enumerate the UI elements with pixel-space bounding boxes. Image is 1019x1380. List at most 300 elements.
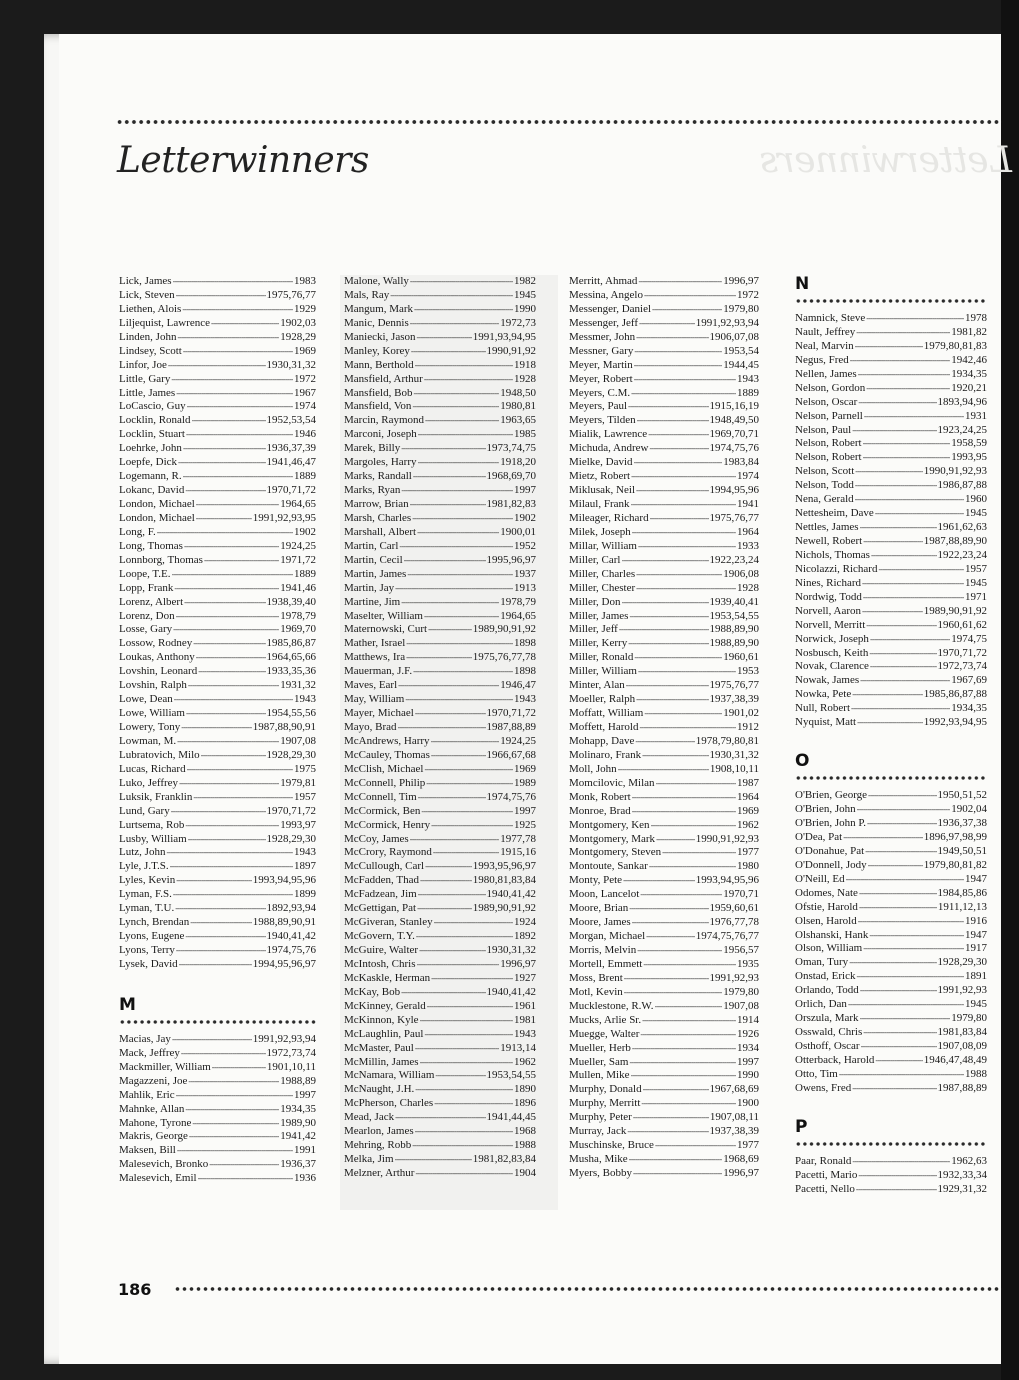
letterwinner-years: 1986,87,88 [937,479,987,492]
letterwinner-years: 1990,91,92,93 [923,465,987,478]
dot-leader [855,493,964,507]
letterwinner-entry [569,359,759,373]
letterwinner-entry [344,1028,536,1042]
letterwinner-entry [569,414,759,428]
dot-leader [188,1075,279,1089]
dot-leader [852,1082,936,1096]
dot-leader [212,1061,266,1075]
letterwinner-entry [344,1125,536,1139]
letterwinner-name: Miller, Don [569,595,621,608]
letterwinner-name: Mileager, Richard [569,511,649,524]
letterwinner-name: Lorenz, Don [119,609,175,622]
page-title: Letterwinners [117,140,369,181]
dot-leader [415,1083,513,1097]
letterwinner-years: 1960,61 [723,651,759,664]
dot-leader [416,930,513,944]
letterwinner-years: 1939,40,41 [709,595,759,608]
dot-leader [417,526,499,540]
letterwinner-entry [119,721,316,735]
letterwinner-entry [569,944,759,958]
letterwinner-years: 1972 [737,288,759,301]
letterwinner-years: 1917 [965,942,987,955]
letterwinner-entry [119,289,316,303]
letterwinner-entry [344,1069,536,1083]
letterwinner-name: Meyers, Paul [569,400,628,413]
letterwinner-years: 1979,80,81,82 [923,858,987,871]
letterwinner-name: Morris, Melvin [569,944,637,956]
letterwinner-entry [344,637,536,651]
dot-leader [417,902,472,916]
letterwinner-name: McLaughlin, Paul [344,1027,424,1040]
dot-leader [862,577,964,591]
letterwinner-entry [795,998,987,1012]
letterwinner-entry [344,874,536,888]
letterwinner-years: 1975,76,77 [709,679,759,692]
dot-leader [618,763,709,777]
letterwinner-years: 1918 [514,358,536,371]
dot-leader [211,317,279,331]
letterwinner-entry [119,1130,316,1144]
dot-leader [634,373,736,387]
letterwinner-years: 1930,31,32 [486,944,536,956]
dot-leader [418,428,513,442]
letterwinner-name: Mann, Berthold [344,358,414,371]
letterwinner-entry [569,693,759,707]
dot-leader [176,610,280,624]
letterwinner-entry [119,428,316,442]
letterwinner-entry [119,1033,316,1047]
letterwinner-years: 1974 [294,400,316,413]
letterwinner-years: 1978,79 [280,609,316,622]
letterwinner-entry [119,791,316,805]
letterwinner-name: Mack, Jeffrey [119,1046,180,1059]
letterwinner-entry [795,803,987,817]
letterwinner-entry [569,582,759,596]
letterwinner-entry [569,777,759,791]
dot-leader [410,833,500,847]
letterwinner-name: McFadzean, Jim [344,888,417,901]
letterwinner-years: 1989 [514,776,536,789]
dot-leader [192,414,266,428]
dot-leader [413,470,486,484]
letterwinner-entry [119,317,316,331]
dot-leader [428,623,472,637]
dot-leader [176,387,293,401]
letterwinner-years: 1924,25 [280,539,316,552]
letterwinner-years: 1953,54 [723,344,759,357]
letterwinner-name: Losse, Gary [119,623,173,636]
letterwinner-name: O'Neill, Ed [795,872,845,885]
letterwinner-years: 1957 [965,562,987,575]
letterwinner-entry [569,735,759,749]
letterwinner-entry [119,498,316,512]
letterwinner-years: 1920,21 [951,381,987,394]
letterwinner-name: Pacetti, Nello [795,1182,855,1195]
letterwinner-years: 1934,35 [951,367,987,380]
letterwinner-name: Null, Robert [795,702,850,715]
letterwinner-entry [795,424,987,438]
dot-leader [868,859,923,873]
letterwinner-entry [795,591,987,605]
letterwinner-years: 1987,88,90,91 [252,721,316,733]
letterwinner-entry [795,956,987,970]
letterwinner-entry [119,1061,316,1075]
letterwinner-years: 1928,29,30 [266,748,316,761]
letterwinner-entry [795,1183,987,1197]
letterwinner-entry [569,888,759,902]
letterwinner-years: 1981,82,83,84 [472,1153,536,1166]
dot-leader [395,1111,485,1125]
dot-leader [178,456,265,470]
letterwinner-name: Nowka, Pete [795,688,852,701]
letterwinner-name: Murphy, Merritt [569,1097,641,1110]
letterwinner-name: London, Michael [119,498,195,510]
dot-leader [652,303,722,317]
letterwinner-years: 1988,89,90 [709,637,759,650]
letterwinner-years: 1989,90,91,92 [472,623,536,636]
letterwinner-name: Martin, Cecil [344,553,403,566]
letterwinner-entry [795,845,987,859]
letterwinner-entry [569,1069,759,1083]
letterwinner-name: Lyle, J.T.S. [119,860,169,873]
dot-leader [431,735,500,749]
letterwinner-years: 1896,97,98,99 [923,830,987,843]
letterwinner-name: Paar, Ronald [795,1154,852,1167]
letterwinner-years: 1924,25 [500,734,536,747]
dot-leader [204,554,279,568]
letterwinner-years: 1985,86,87 [266,637,316,650]
dot-leader [655,1000,723,1014]
letterwinner-years: 1988 [965,1067,987,1080]
letterwinner-name: Nettesheim, Dave [795,507,874,520]
letterwinner-name: Mangum, Mark [344,302,414,315]
letterwinner-entry [344,735,536,749]
letterwinner-name: Mueller, Sam [569,1055,629,1068]
letterwinner-name: Milaul, Frank [569,498,630,510]
letterwinner-name: Lusby, William [119,832,187,845]
dot-leader [862,605,923,619]
dot-leader [183,470,293,484]
letterwinner-name: Miller, Carl [569,553,621,566]
dot-leader [413,387,499,401]
letterwinner-years: 1983 [294,275,316,287]
bleed-through-title: Letterwinners [760,140,1012,181]
letterwinner-years: 1940,41,42 [486,985,536,998]
letterwinner-entry [795,702,987,716]
dot-leader [619,623,709,637]
letterwinner-entry [795,493,987,507]
dot-leader [640,1028,736,1042]
letterwinner-years: 1988,89,90 [709,623,759,636]
letterwinner-years: 1971,72 [280,553,316,566]
letterwinner-entry [344,345,536,359]
letterwinner-name: Montgomery, Steven [569,846,662,859]
letterwinner-name: Messmer, John [569,330,636,343]
letterwinner-entry [344,707,536,721]
letterwinner-years: 1929,31,32 [937,1182,987,1195]
letterwinner-entry [569,1097,759,1111]
letterwinner-years: 1907,08 [723,999,759,1012]
letterwinner-entry [795,984,987,998]
letterwinner-name: Marek, Billy [344,442,401,455]
letterwinner-entry [569,554,759,568]
letterwinner-years: 1968 [514,1125,536,1138]
letterwinner-name: Long, F. [119,525,156,538]
letterwinner-name: Murphy, Donald [569,1083,642,1096]
letterwinner-entry [569,456,759,470]
letterwinner-entry [795,535,987,549]
letterwinner-name: McKinnon, Kyle [344,1013,419,1026]
dot-leader [426,777,513,791]
letterwinner-name: Loehrke, John [119,442,182,455]
letterwinner-years: 1963,65 [500,414,536,427]
letterwinner-years: 1972,73 [500,316,536,329]
letterwinner-years: 1934,35 [280,1102,316,1115]
letterwinner-entry [119,930,316,944]
letterwinner-name: Mansfield, Von [344,400,412,413]
letterwinner-years: 1991,92,93,94 [252,1032,316,1045]
letterwinner-years: 1907,08,11 [709,1111,759,1124]
letterwinner-years: 1987 [737,776,759,789]
letterwinner-name: Oman, Tury [795,956,849,969]
letterwinner-years: 1902 [514,511,536,524]
letterwinner-name: Moffett, Harold [569,721,639,733]
letterwinner-entry [795,1068,987,1082]
letterwinner-entry [569,512,759,526]
dot-leader [851,702,950,716]
letterwinner-years: 1897 [294,860,316,873]
letterwinner-years: 1937,38,39 [709,693,759,706]
letterwinner-name: McFadden, Thad [344,874,419,887]
letterwinner-years: 1993,95 [951,451,987,464]
letterwinner-years: 1907,08 [280,734,316,747]
letterwinner-entry [119,819,316,833]
letterwinner-entry [119,665,316,679]
letterwinner-name: London, Michael [119,511,195,524]
letterwinner-name: McNamara, William [344,1069,435,1082]
letterwinner-name: Melzner, Arthur [344,1167,415,1179]
dot-leader [410,317,499,331]
letterwinner-years: 1968,69,70 [486,470,536,483]
dot-leader [193,791,293,805]
letterwinner-entry [344,428,536,442]
letterwinner-name: Mackmiller, William [119,1060,211,1073]
dot-leader [431,749,486,763]
letterwinner-name: Makris, George [119,1130,188,1143]
letterwinner-entry [795,605,987,619]
letterwinner-name: Orszula, Mark [795,1012,859,1025]
letterwinner-entry [344,972,536,986]
dot-leader [420,874,472,888]
letterwinner-name: Macias, Jay [119,1032,171,1045]
letterwinner-years: 1892 [514,930,536,943]
letterwinner-name: Lovshin, Ralph [119,679,187,692]
letterwinner-years: 1941,46,47 [266,456,316,469]
dot-leader [168,359,266,373]
letterwinner-name: Novak, Clarence [795,660,869,673]
letterwinner-years: 1928,29,30 [937,956,987,969]
dot-leader [434,916,513,930]
letterwinner-name: Loope, T.E. [119,567,171,580]
dot-leader [435,1069,485,1083]
letterwinner-name: Lyles, Kevin [119,874,176,887]
letterwinner-name: Malone, Wally [344,275,409,287]
letterwinner-name: Olshanski, Hank [795,928,869,941]
letterwinner-years: 1981,82,83 [486,498,536,510]
letterwinner-name: Olson, William [795,942,863,955]
letterwinner-entry [795,789,987,803]
dot-leader [398,721,486,735]
letterwinner-years: 1925 [514,818,536,831]
letterwinner-name: Mohapp, Dave [569,734,635,747]
letterwinner-years: 1948,49,50 [709,414,759,427]
letterwinner-name: Nault, Jeffrey [795,325,856,338]
letterwinner-entry [569,484,759,498]
letterwinner-entry [344,289,536,303]
letterwinner-entry [569,916,759,930]
dot-leader [425,414,499,428]
letterwinner-entry [795,326,987,340]
dot-leader [859,901,937,915]
letterwinner-years: 1993,94,95,96 [252,874,316,887]
dot-leader [622,554,709,568]
letterwinner-entry [344,651,536,665]
letterwinner-entry [119,387,316,401]
letterwinner-entry [344,860,536,874]
letterwinner-years: 1964,65 [280,498,316,510]
letterwinner-years: 1995,96,97 [486,553,536,566]
letterwinner-years: 1901,02 [723,707,759,720]
letterwinner-years: 1936,37,39 [266,442,316,455]
letterwinner-entry [795,1155,987,1169]
letterwinner-entry [569,819,759,833]
letterwinner-years: 1996,97 [723,1167,759,1179]
letterwinner-years: 1979,81 [280,776,316,789]
letterwinner-years: 1953,54,55 [486,1069,536,1082]
dot-leader [863,942,964,956]
dot-leader [421,805,513,819]
letterwinner-years: 1975,76,77,78 [472,651,536,664]
dot-leader [643,958,736,972]
letterwinner-name: O'Brien, John P. [795,817,867,829]
letterwinner-entry [344,763,536,777]
letterwinner-years: 1943 [294,693,316,706]
letterwinner-name: Moffatt, William [569,707,644,720]
dot-leader [176,944,266,958]
letterwinner-name: Maselter, William [344,609,423,622]
letterwinner-name: Messenger, Jeff [569,316,639,329]
dot-leader [866,382,950,396]
letterwinner-years: 1991,92,93 [709,971,759,984]
letterwinner-entry [795,437,987,451]
letterwinner-name: McAndrews, Harry [344,734,430,747]
dot-leader [624,972,709,986]
letterwinner-years: 1913,14 [500,1041,536,1054]
letterwinner-name: Lyons, Eugene [119,930,185,943]
letterwinner-entry [569,1083,759,1097]
letterwinner-name: Mielke, David [569,456,633,469]
letterwinner-name: Milek, Joseph [569,525,631,538]
letterwinner-name: Mietz, Robert [569,470,631,483]
letterwinner-entry [795,451,987,465]
letterwinner-name: McMillin, James [344,1055,419,1068]
letterwinner-years: 1969 [294,344,316,357]
letterwinner-entry [119,414,316,428]
letterwinner-entry [344,721,536,735]
letterwinner-years: 1985,86,87,88 [923,688,987,701]
header-dot-rule [116,119,1002,125]
letterwinner-years: 1941 [737,498,759,510]
letterwinner-name: Lopp, Frank [119,581,174,594]
dot-leader [172,568,293,582]
letterwinner-years: 1889 [294,567,316,580]
letterwinner-name: Lossow, Rodney [119,637,193,650]
dot-leader [401,484,513,498]
section-dot-rule [795,775,987,781]
dot-leader [412,1139,513,1153]
letterwinner-name: Odomes, Nate [795,886,858,899]
dot-leader [863,437,951,451]
letterwinner-entry [569,331,759,345]
letterwinner-name: Orlando, Todd [795,984,859,997]
dot-leader [399,540,513,554]
dot-leader [434,1097,513,1111]
letterwinner-name: Nicolazzi, Richard [795,562,878,575]
letterwinner-entry [344,749,536,763]
dot-leader [855,340,923,354]
letterwinner-name: Nichols, Thomas [795,548,870,561]
letterwinner-years: 1973,74,75 [486,442,536,455]
dot-leader [856,326,950,340]
letterwinner-name: Loepfe, Dick [119,456,178,469]
letterwinner-name: McKaskle, Herman [344,971,431,984]
dot-leader [407,568,513,582]
letterwinner-name: Martine, Jim [344,595,401,608]
letterwinner-years: 1929 [294,302,316,315]
section-dot-rule [795,298,987,304]
dot-leader [166,846,293,860]
letterwinner-entry [795,817,987,831]
letterwinner-name: Messenger, Daniel [569,302,652,315]
letterwinner-name: Nowak, James [795,674,860,687]
letterwinner-entry [569,1056,759,1070]
dot-leader [177,735,279,749]
letterwinner-years: 1945 [965,998,987,1011]
dot-leader [413,665,513,679]
letterwinner-name: O'Dea, Pat [795,830,843,843]
letterwinner-name: Norvell, Merritt [795,618,866,631]
letterwinner-name: Mansfield, Arthur [344,372,423,385]
letterwinner-entry [119,345,316,359]
dot-leader [650,512,709,526]
letterwinner-years: 1934 [737,1041,759,1054]
letterwinner-entry [569,930,759,944]
dot-leader [410,275,513,289]
letterwinner-years: 1942,46 [951,353,987,366]
dot-leader [629,902,708,916]
letterwinner-entry [344,568,536,582]
dot-leader [633,1111,709,1125]
letterwinner-name: Newell, Robert [795,535,863,547]
letterwinner-years: 1915,16,19 [709,400,759,413]
dot-leader [433,846,499,860]
letterwinner-entry [795,633,987,647]
letterwinner-name: Liljequist, Lawrence [119,316,211,329]
letterwinner-name: Nelson, Scott [795,465,855,478]
dot-leader [427,1000,513,1014]
letterwinner-years: 1987,88,89 [486,721,536,733]
letterwinner-name: Monk, Robert [569,790,631,803]
